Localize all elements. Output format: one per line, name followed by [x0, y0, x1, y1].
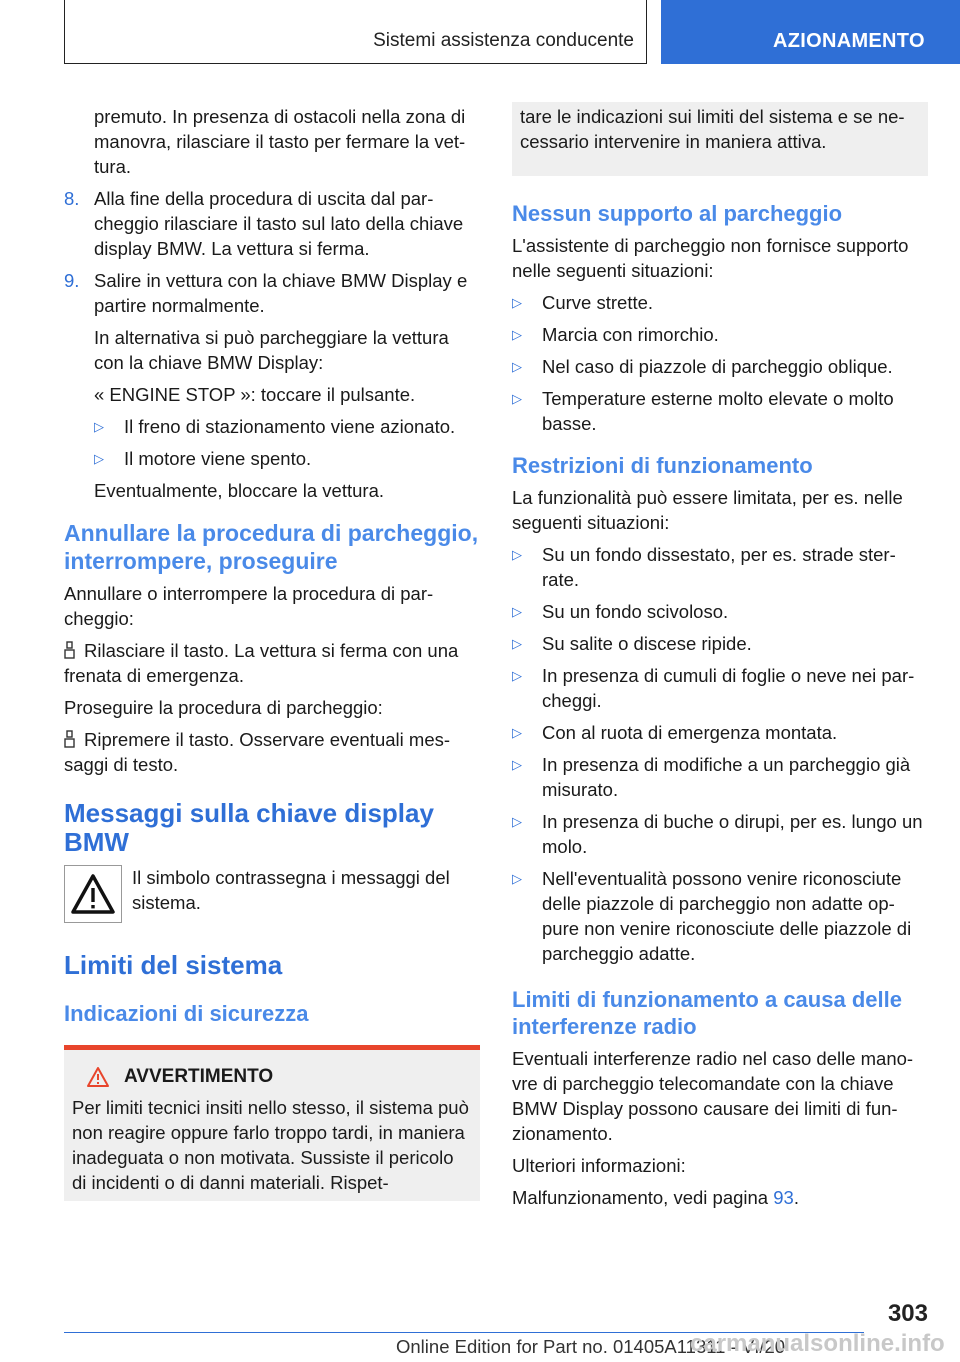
- left-column: [64, 104, 480, 1201]
- lock-text: Eventualmente, bloccare la vettura.: [94, 480, 384, 501]
- step-number: 8.: [64, 188, 80, 209]
- page-link[interactable]: 93: [773, 1187, 794, 1208]
- list-item: ▷ Curve strette.: [512, 292, 654, 313]
- bullet-triangle-icon: ▷: [512, 725, 522, 740]
- bullet-triangle-icon: ▷: [512, 547, 522, 562]
- bullet-triangle-icon: ▷: [94, 451, 104, 466]
- list-item: ▷ Il freno di stazionamento viene azionato.: [94, 416, 456, 437]
- step-text: Alla fine della procedura di uscita dal par-cheggio rilasciare il tasto sul lato della chiave display BMW. La vettura si ferma.: [94, 188, 464, 259]
- page-number: 303: [887, 1300, 928, 1327]
- warning-box-continued: tare le indicazioni sui limiti del sistema e se ne-cessario intervenire in maniera attiva.: [512, 102, 928, 176]
- section-title: Sistemi assistenza conducente: [373, 30, 634, 51]
- warning-title: AVVERTIMENTO: [72, 1064, 472, 1089]
- no-support-intro: L'assistente di parcheggio non fornisce supporto nelle seguenti situazioni:: [512, 235, 909, 281]
- step-text: Salire in vettura con la chiave BMW Display e partire normalmente.: [94, 270, 468, 316]
- bullet-triangle-icon: ▷: [512, 327, 522, 342]
- bullet-triangle-icon: ▷: [512, 295, 522, 310]
- list-item: ▷ Su un fondo scivoloso.: [512, 601, 729, 622]
- bullet-triangle-icon: ▷: [512, 668, 522, 683]
- continued-paragraph: premuto. In presenza di ostacoli nella zona di manovra, rilasciare il tasto per fermare la vet-tura.: [94, 106, 466, 177]
- key-button-icon: [64, 641, 76, 659]
- list-item: ▷ Nel caso di piazzole di parcheggio oblique.: [512, 356, 893, 377]
- warning-triangle-icon: [64, 865, 122, 923]
- step-number: 9.: [64, 270, 80, 291]
- key-button-icon: [64, 730, 76, 748]
- notice-box: [64, 865, 480, 923]
- bullet-triangle-icon: ▷: [512, 359, 522, 374]
- list-item: ▷ Nell'eventualità possono venire riconosciute delle piazzole di parcheggio non adatte op-pure non venire riconosciute delle piazzole di parcheggio adatte.: [512, 868, 912, 964]
- heading-limits: Limiti del sistema: [64, 950, 283, 980]
- heading-restrictions: Restrizioni di funzionamento: [512, 453, 813, 478]
- malfunction-reference: Malfunzionamento, vedi pagina 93.: [512, 1187, 799, 1208]
- heading-no-support: Nessun supporto al parcheggio: [512, 201, 843, 226]
- heading-messages: Messaggi sulla chiave display BMW: [64, 798, 434, 857]
- list-item: ▷ In presenza di cumuli di foglie o neve nei par-cheggi.: [512, 665, 915, 711]
- bullet-triangle-icon: ▷: [512, 391, 522, 406]
- alternative-text: In alternativa si può parcheggiare la vettura con la chiave BMW Display:: [94, 327, 449, 373]
- release-paragraph: Rilasciare il tasto. La vettura si ferma con una frenata di emergenza.: [64, 640, 459, 686]
- more-info: Ulteriori informazioni:: [512, 1155, 686, 1176]
- symbol-text: Il simbolo contrassegna i messaggi del sistema.: [132, 867, 450, 913]
- right-column: [512, 104, 928, 1217]
- list-item: ▷ Marcia con rimorchio.: [512, 324, 719, 345]
- heading-cancel: Annullare la procedura di parcheggio, interrompere, proseguire: [64, 520, 479, 574]
- resume-intro: Proseguire la procedura di parcheggio:: [64, 697, 383, 718]
- warning-box: [64, 1045, 480, 1201]
- list-item: ▷ Su un fondo dissestato, per es. strade ster-rate.: [512, 544, 896, 590]
- restrictions-intro: La funzionalità può essere limitata, per es. nelle seguenti situazioni:: [512, 487, 903, 533]
- list-item: ▷ In presenza di buche o dirupi, per es. lungo un molo.: [512, 811, 923, 857]
- bullet-triangle-icon: ▷: [94, 419, 104, 434]
- list-item: ▷ Temperature esterne molto elevate o molto basse.: [512, 388, 894, 434]
- heading-radio: Limiti di funzionamento a causa delle interferenze radio: [512, 987, 902, 1039]
- repress-paragraph: Ripremere il tasto. Osservare eventuali mes-saggi di testo.: [64, 729, 451, 775]
- chapter-tab[interactable]: AZIONAMENTO: [661, 0, 960, 64]
- engine-stop-text: « ENGINE STOP »: toccare il pulsante.: [94, 384, 416, 405]
- heading-safety: Indicazioni di sicurezza: [64, 1001, 309, 1026]
- list-item: ▷ Con al ruota di emergenza montata.: [512, 722, 838, 743]
- watermark: carmanualsonline.info: [690, 1330, 945, 1357]
- warning-text: Per limiti tecnici insiti nello stesso, il sistema può non reagire oppure farlo troppo tardi, in maniera inadeguata o non motivata. Sussiste il pericolo di incidenti o di danni materiali. Rispet-: [72, 1097, 469, 1193]
- radio-text: Eventuali interferenze radio nel caso delle mano-vre di parcheggio telecomandate con la chiave BMW Display possono causare dei limiti di fun-zionamento.: [512, 1048, 914, 1144]
- list-item: ▷ Su salite o discese ripide.: [512, 633, 752, 654]
- list-item: ▷ In presenza di modifiche a un parcheggio già misurato.: [512, 754, 911, 800]
- bullet-triangle-icon: ▷: [512, 814, 522, 829]
- step-9: [64, 268, 480, 318]
- bullet-triangle-icon: ▷: [512, 757, 522, 772]
- bullet-triangle-icon: ▷: [512, 871, 522, 886]
- header-section-box: [64, 0, 647, 64]
- list-item: ▷ Il motore viene spento.: [94, 448, 312, 469]
- edition-text: Online Edition for Part no. 01405A11311 - VI/20: [396, 1336, 786, 1357]
- warning-icon: [86, 1066, 110, 1088]
- bullet-triangle-icon: ▷: [512, 604, 522, 619]
- cancel-intro: Annullare o interrompere la procedura di par-cheggio:: [64, 583, 434, 629]
- step-8: [64, 186, 480, 261]
- bullet-triangle-icon: ▷: [512, 636, 522, 651]
